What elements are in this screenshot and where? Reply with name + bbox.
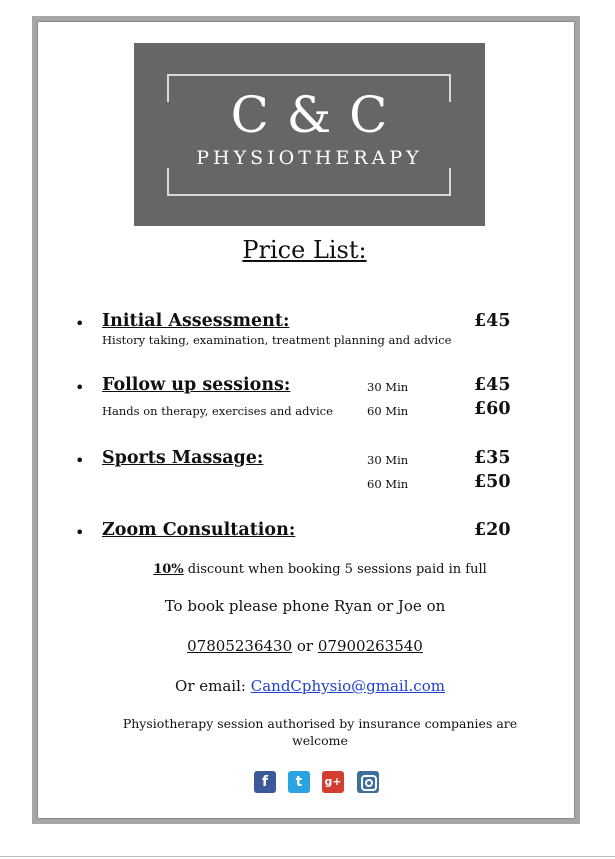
discount-percent: 10%	[153, 562, 184, 577]
price-follow-up-60: £60	[474, 399, 511, 419]
twitter-icon[interactable]: t	[288, 771, 310, 793]
booking-line: To book please phone Ryan or Joe on	[164, 597, 446, 615]
logo-frame-right-bottom	[449, 168, 451, 196]
bullet: •	[75, 314, 85, 333]
item-name-sports-massage: Sports Massage:	[102, 448, 264, 468]
email-line	[60, 677, 560, 696]
item-name-zoom-consultation: Zoom Consultation:	[102, 520, 296, 540]
logo-subtitle: PHYSIOTHERAPY	[196, 147, 423, 169]
google-plus-icon[interactable]: g+	[322, 771, 344, 793]
logo-frame-left-bottom	[167, 168, 169, 196]
discount-text: discount when booking 5 sessions paid in full	[183, 562, 487, 577]
price-initial-assessment: £45	[474, 311, 511, 331]
discount-note	[60, 562, 580, 578]
email-link[interactable]: CandCphysio@gmail.com	[250, 677, 445, 695]
email-label: Or email:	[175, 677, 251, 695]
logo-name: C & C	[230, 86, 389, 144]
duration-sports-massage-60: 60 Min	[367, 477, 409, 491]
desc-initial-assessment: History taking, examination, treatment planning and advice	[102, 333, 452, 347]
phone-link-joe[interactable]: 07900263540	[317, 637, 423, 655]
divider	[0, 856, 615, 857]
insurance-note: Physiotherapy session authorised by insurance companies are welcome	[122, 716, 518, 748]
duration-sports-massage-30: 30 Min	[367, 453, 409, 467]
phone-link-ryan[interactable]: 07805236430	[187, 637, 293, 655]
duration-follow-up-60: 60 Min	[367, 404, 409, 418]
price-follow-up-30: £45	[474, 375, 511, 395]
bullet: •	[75, 451, 85, 470]
desc-follow-up: Hands on therapy, exercises and advice	[102, 404, 333, 418]
bullet: •	[75, 378, 85, 397]
bullet: •	[75, 523, 85, 542]
phone-separator: or	[292, 637, 318, 655]
logo-frame-top	[167, 74, 451, 76]
price-sports-massage-60: £50	[474, 472, 511, 492]
phone-numbers	[60, 637, 550, 656]
item-name-initial-assessment: Initial Assessment:	[102, 311, 290, 331]
instagram-icon[interactable]	[357, 771, 379, 793]
duration-follow-up-30: 30 Min	[367, 380, 409, 394]
instagram-lens-shape	[365, 779, 373, 787]
facebook-icon[interactable]: f	[254, 771, 276, 793]
item-name-follow-up: Follow up sessions:	[102, 375, 291, 395]
price-sports-massage-30: £35	[474, 448, 511, 468]
price-zoom-consultation: £20	[474, 520, 511, 540]
logo-frame-bottom	[167, 194, 451, 196]
page-title: Price List:	[242, 236, 367, 264]
